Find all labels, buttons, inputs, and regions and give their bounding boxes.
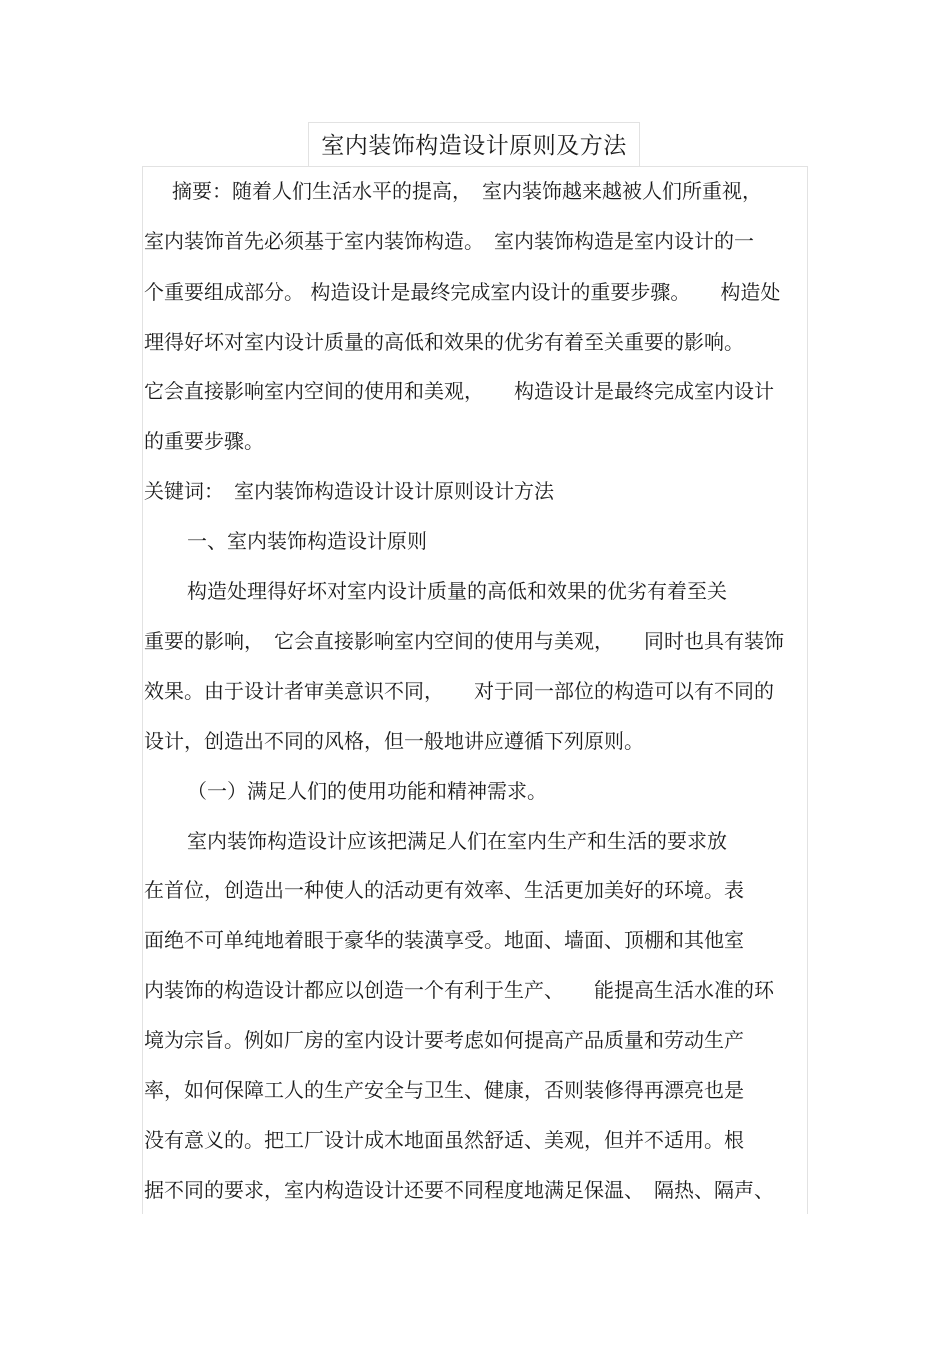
abstract-line-5: 它会直接影响室内空间的使用和美观， 构造设计是最终完成室内设计 xyxy=(144,379,774,403)
paragraph-line-8: 内装饰的构造设计都应以创造一个有利于生产、 能提高生活水准的环 xyxy=(144,978,774,1002)
paragraph-line-5: 室内装饰构造设计应该把满足人们在室内生产和生活的要求放 xyxy=(187,829,727,853)
paragraph-line-11: 没有意义的。把工厂设计成木地面虽然舒适、美观，但并不适用。根 xyxy=(144,1128,744,1152)
section-heading: 一、室内装饰构造设计原则 xyxy=(187,529,427,553)
paragraph-line-9: 境为宗旨。例如厂房的室内设计要考虑如何提高产品质量和劳动生产 xyxy=(144,1028,744,1052)
paragraph-line-1: 构造处理得好坏对室内设计质量的高低和效果的优劣有着至关 xyxy=(187,579,727,603)
paragraph-line-7: 面绝不可单纯地着眼于豪华的装潢享受。地面、墙面、顶棚和其他室 xyxy=(144,928,744,952)
abstract-line-3: 个重要组成部分。 构造设计是最终完成室内设计的重要步骤。 构造处 xyxy=(144,280,781,304)
title-box xyxy=(308,122,640,166)
paragraph-line-12: 据不同的要求，室内构造设计还要不同程度地满足保温、 隔热、隔声、 xyxy=(144,1178,774,1202)
abstract-line-4: 理得好坏对室内设计质量的高低和效果的优劣有着至关重要的影响。 xyxy=(144,330,744,354)
paragraph-line-3: 效果。由于设计者审美意识不同， 对于同一部位的构造可以有不同的 xyxy=(144,679,774,703)
subsection-heading: （一）满足人们的使用功能和精神需求。 xyxy=(187,779,547,803)
abstract-line-1: 摘要：随着人们生活水平的提高， 室内装饰越来越被人们所重视， xyxy=(172,179,762,203)
paragraph-line-2: 重要的影响， 它会直接影响室内空间的使用与美观， 同时也具有装饰 xyxy=(144,629,784,653)
document-title: 室内装饰构造设计原则及方法 xyxy=(321,133,627,159)
abstract-line-2: 室内装饰首先必须基于室内装饰构造。 室内装饰构造是室内设计的一 xyxy=(144,229,754,253)
paragraph-line-10: 率，如何保障工人的生产安全与卫生、健康，否则装修得再漂亮也是 xyxy=(144,1078,744,1102)
paragraph-line-6: 在首位，创造出一种使人的活动更有效率、生活更加美好的环境。表 xyxy=(144,878,744,902)
abstract-line-6: 的重要步骤。 xyxy=(144,429,264,453)
paragraph-line-4: 设计，创造出不同的风格，但一般地讲应遵循下列原则。 xyxy=(144,729,644,753)
keywords-line: 关键词： 室内装饰构造设计设计原则设计方法 xyxy=(144,479,554,503)
